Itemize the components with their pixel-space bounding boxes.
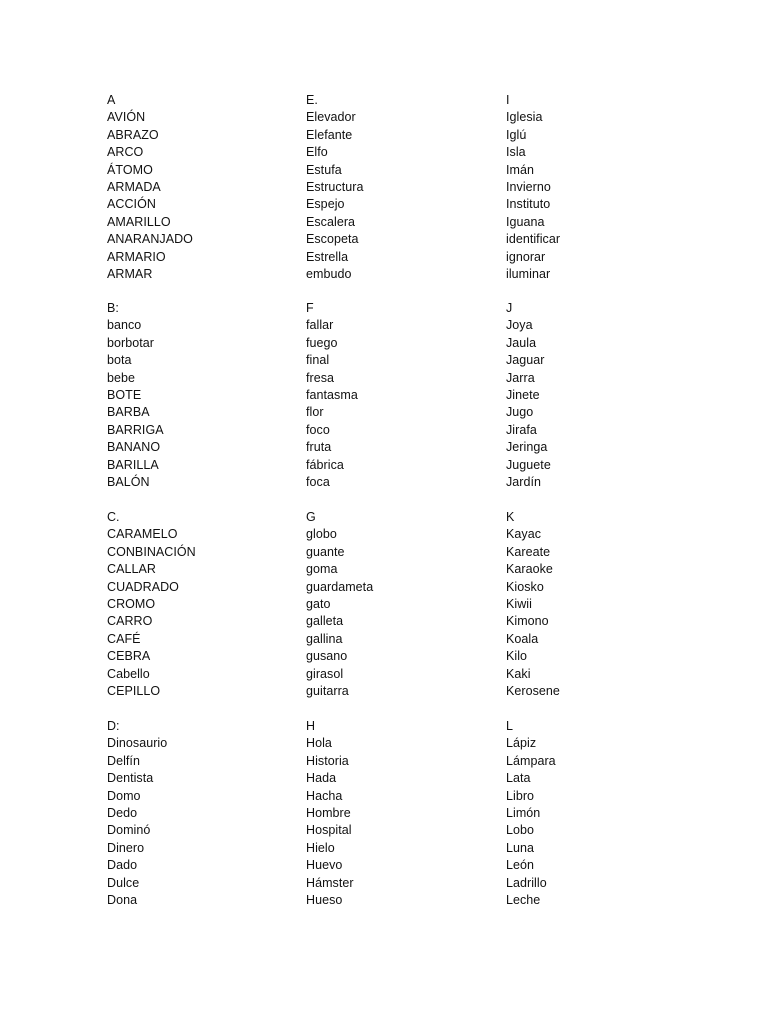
word-item: Koala [506, 631, 539, 646]
word-item: guardameta [306, 579, 374, 594]
word-item: Hueso [306, 892, 343, 907]
word-item: ARMAR [107, 266, 153, 281]
word-item: identificar [506, 232, 561, 247]
word-item: Joya [506, 318, 533, 333]
letter-group [306, 718, 496, 909]
letter-group [506, 718, 696, 909]
word-item: Jinete [506, 387, 540, 402]
word-item: ARMARIO [107, 249, 166, 264]
word-item: Kiosko [506, 579, 544, 594]
word-item: CEBRA [107, 649, 151, 664]
word-item: Dinosaurio [107, 736, 168, 751]
word-item: ÁTOMO [107, 162, 153, 177]
word-item: Hielo [306, 840, 335, 855]
word-item: BANANO [107, 440, 161, 455]
word-item: BARILLA [107, 457, 159, 472]
word-item: Lobo [506, 823, 535, 838]
word-item: Dulce [107, 875, 140, 890]
word-item: Dinero [107, 840, 145, 855]
word-item: Hada [306, 771, 337, 786]
word-item: Lámpara [506, 753, 556, 768]
word-item: Estructura [306, 179, 364, 194]
group-heading: F [306, 301, 314, 315]
word-item: Iguana [506, 214, 545, 229]
word-item: Isla [506, 145, 526, 160]
word-item: Jugo [506, 405, 534, 420]
letter-group [107, 718, 297, 909]
letter-group [107, 300, 297, 491]
word-item: Libro [506, 788, 535, 803]
word-item: CALLAR [107, 562, 156, 577]
word-item: Estufa [306, 162, 342, 177]
word-item: Dominó [107, 823, 151, 838]
word-item: BARBA [107, 405, 150, 420]
word-item: Dedo [107, 805, 138, 820]
word-item: gusano [306, 649, 348, 664]
group-heading: B: [107, 301, 119, 315]
word-item: ACCIÓN [107, 197, 156, 212]
word-item: iluminar [506, 266, 551, 281]
word-item: Hospital [306, 823, 352, 838]
word-item: Jaguar [506, 353, 545, 368]
word-item: Invierno [506, 179, 551, 194]
letter-group [306, 92, 496, 283]
word-item: Kaki [506, 666, 531, 681]
word-item: fallar [306, 318, 334, 333]
word-item: bebe [107, 370, 136, 385]
word-item: Hámster [306, 875, 354, 890]
group-heading: I [506, 93, 510, 107]
word-item: girasol [306, 666, 344, 681]
letter-group [107, 92, 297, 283]
word-item: Dentista [107, 771, 154, 786]
word-item: globo [306, 527, 337, 542]
word-item: Escopeta [306, 232, 359, 247]
word-item: Juguete [506, 457, 551, 472]
word-item: banco [107, 318, 142, 333]
word-item: Dado [107, 858, 138, 873]
word-item: Dona [107, 892, 138, 907]
word-item: CARRO [107, 614, 153, 629]
word-item: gallina [306, 631, 343, 646]
word-item: fábrica [306, 457, 344, 472]
word-item: Delfín [107, 753, 140, 768]
word-item: Huevo [306, 858, 343, 873]
letter-group [306, 300, 496, 491]
word-item: embudo [306, 266, 352, 281]
word-item: Ladrillo [506, 875, 547, 890]
group-heading: C. [107, 510, 120, 524]
letter-group [506, 92, 696, 283]
group-heading: D: [107, 719, 120, 733]
word-item: León [506, 858, 535, 873]
word-item: Domo [107, 788, 141, 803]
word-item: Hombre [306, 805, 351, 820]
word-item: flor [306, 405, 324, 420]
word-item: bota [107, 353, 132, 368]
word-item: CROMO [107, 596, 156, 611]
word-item: final [306, 353, 330, 368]
word-item: ARCO [107, 145, 144, 160]
word-item: gato [306, 596, 331, 611]
word-item: Lápiz [506, 736, 537, 751]
word-item: CEPILLO [107, 683, 161, 698]
word-item: Kilo [506, 649, 528, 664]
word-item: AVIÓN [107, 110, 146, 125]
word-item: Kayac [506, 527, 541, 542]
word-item: CAFÉ [107, 631, 141, 646]
word-item: Escalera [306, 214, 356, 229]
word-item: fuego [306, 335, 338, 350]
word-item: Kiwii [506, 596, 532, 611]
word-item: Jirafa [506, 422, 537, 437]
word-item: ABRAZO [107, 127, 159, 142]
letter-group [506, 300, 696, 491]
word-item: AMARILLO [107, 214, 171, 229]
group-heading: J [506, 301, 513, 315]
group-heading: E. [306, 93, 318, 107]
word-item: CONBINACIÓN [107, 544, 196, 559]
word-item: borbotar [107, 335, 154, 350]
word-item: ignorar [506, 249, 546, 264]
word-item: Jaula [506, 335, 537, 350]
word-item: Hola [306, 736, 332, 751]
word-item: Hacha [306, 788, 343, 803]
word-item: Instituto [506, 197, 551, 212]
word-item: BALÓN [107, 474, 150, 489]
word-item: guante [306, 544, 345, 559]
word-item: Luna [506, 840, 535, 855]
group-heading: L [506, 719, 513, 733]
word-item: Limón [506, 805, 541, 820]
letter-group [107, 509, 297, 700]
word-item: CARAMELO [107, 527, 178, 542]
letter-group [506, 509, 696, 700]
word-item: fruta [306, 440, 332, 455]
word-item: Estrella [306, 249, 349, 264]
word-item: Kimono [506, 614, 549, 629]
word-item: Jardín [506, 474, 542, 489]
word-item: BARRIGA [107, 422, 164, 437]
word-item: ARMADA [107, 179, 161, 194]
letter-group [306, 509, 496, 700]
word-item: Lata [506, 771, 531, 786]
word-item: foco [306, 422, 330, 437]
word-item: Iglesia [506, 110, 543, 125]
group-heading: H [306, 719, 316, 733]
word-item: goma [306, 562, 338, 577]
word-item: Kerosene [506, 683, 560, 698]
word-item: Elfo [306, 145, 328, 160]
word-item: fantasma [306, 387, 358, 402]
group-heading: K [506, 510, 515, 524]
word-item: Elevador [306, 110, 356, 125]
group-heading: G [306, 510, 316, 524]
group-heading: A [107, 93, 116, 107]
word-item: Elefante [306, 127, 353, 142]
word-item: Jarra [506, 370, 535, 385]
word-item: Kareate [506, 544, 551, 559]
word-item: foca [306, 474, 330, 489]
word-item: Cabello [107, 666, 150, 681]
word-item: Leche [506, 892, 541, 907]
word-item: CUADRADO [107, 579, 179, 594]
word-item: Karaoke [506, 562, 553, 577]
word-item: Iglú [506, 127, 527, 142]
word-item: Espejo [306, 197, 345, 212]
word-item: Imán [506, 162, 534, 177]
word-item: galleta [306, 614, 344, 629]
word-item: fresa [306, 370, 335, 385]
word-item: guitarra [306, 683, 349, 698]
word-item: Jeringa [506, 440, 548, 455]
word-item: ANARANJADO [107, 232, 193, 247]
word-item: BOTE [107, 387, 142, 402]
word-item: Historia [306, 753, 349, 768]
